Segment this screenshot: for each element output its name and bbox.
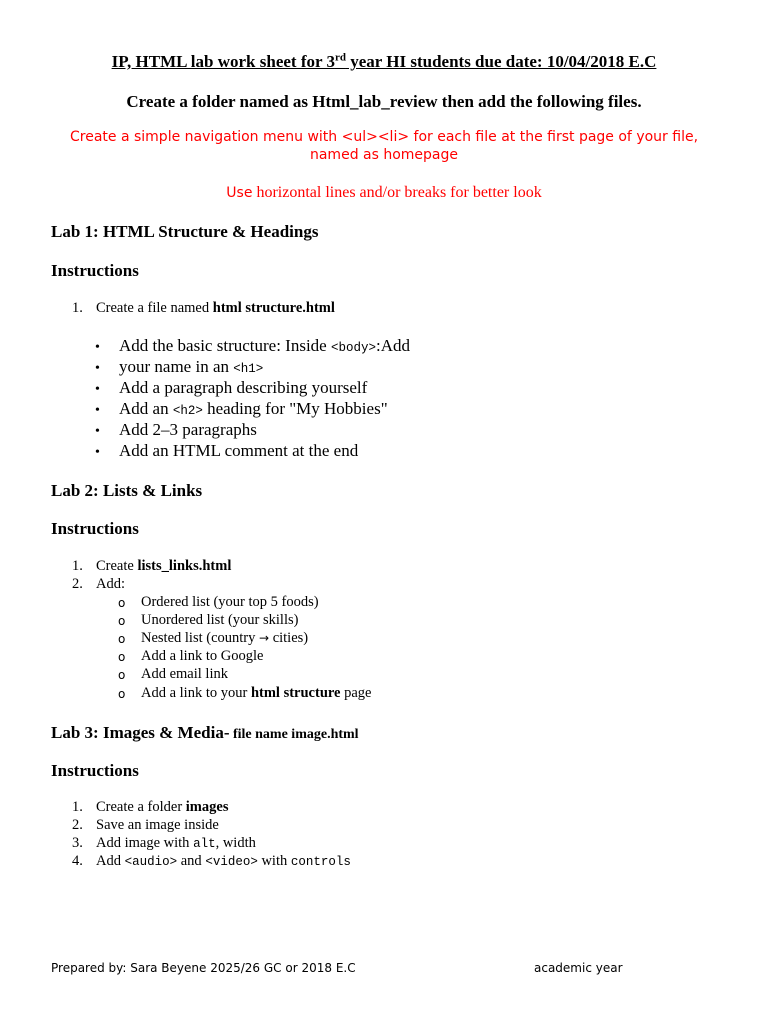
circle-bullet-icon: o <box>118 614 126 628</box>
hr-note: Use horizontal lines and/or breaks for better look <box>226 184 542 201</box>
bullet-icon: • <box>95 382 100 397</box>
lab3-step2: Save an image inside <box>96 817 219 833</box>
lab1-heading: Lab 1: HTML Structure & Headings <box>51 222 319 241</box>
lab1-bullet-2: your name in an <h1> <box>119 357 264 376</box>
nav-note-line-1: Create a simple navigation menu with <ul><li> for each file at the first page of your file, <box>69 129 699 145</box>
circle-bullet-icon: o <box>118 650 126 664</box>
lab1-bullet-3: Add a paragraph describing yourself <box>119 378 368 397</box>
lab3-step4: Add <audio> and <video> with controls <box>96 853 351 869</box>
lab1-bullet-4: Add an <h2> heading for "My Hobbies" <box>119 399 388 418</box>
page-subtitle: Create a folder named as Html_lab_review then add the following files. <box>126 92 642 111</box>
lab2-sub-3: Nested list (country → cities) <box>141 630 309 646</box>
lab2-instructions-heading: Instructions <box>51 519 139 538</box>
lab2-step1: Create lists_links.html <box>96 558 232 574</box>
lab3-instructions-heading: Instructions <box>51 761 139 780</box>
lab2-sub-5: Add email link <box>141 666 228 682</box>
page-title: IP, HTML lab work sheet for 3rd year HI students due date: 10/04/2018 E.C <box>111 51 657 71</box>
bullet-icon: • <box>95 424 100 439</box>
lab1-instructions-heading: Instructions <box>51 261 139 280</box>
lab2-step1-number: 1. <box>72 558 83 574</box>
lab2-sub-6: Add a link to your html structure page <box>141 685 372 701</box>
lab3-step1: Create a folder images <box>96 799 229 815</box>
lab2-sub-4: Add a link to Google <box>141 648 264 664</box>
bullet-icon: • <box>95 445 100 460</box>
lab1-bullet-5: Add 2–3 paragraphs <box>119 420 257 439</box>
lab3-step3-number: 3. <box>72 835 83 851</box>
circle-bullet-icon: o <box>118 668 126 682</box>
lab1-bullet-1: Add the basic structure: Inside <body>:Add <box>119 336 410 355</box>
lab2-sub-1: Ordered list (your top 5 foods) <box>141 594 319 610</box>
lab3-step4-number: 4. <box>72 853 83 869</box>
lab1-bullet-6: Add an HTML comment at the end <box>119 441 359 460</box>
lab3-step1-number: 1. <box>72 799 83 815</box>
nav-note-line-2: named as homepage <box>309 147 459 163</box>
lab1-step1-number: 1. <box>72 300 83 316</box>
lab2-heading: Lab 2: Lists & Links <box>51 481 203 500</box>
footer-academic-year: academic year <box>534 961 623 975</box>
arrow-right-icon: → <box>259 631 270 645</box>
lab3-step2-number: 2. <box>72 817 83 833</box>
lab1-step1: Create a file named html structure.html <box>96 300 335 316</box>
lab2-sub-2: Unordered list (your skills) <box>141 612 299 628</box>
circle-bullet-icon: o <box>118 687 126 701</box>
lab2-step2-number: 2. <box>72 576 83 592</box>
lab3-heading: Lab 3: Images & Media- file name image.html <box>51 723 359 742</box>
bullet-icon: • <box>95 340 100 355</box>
lab3-step3: Add image with alt, width <box>96 835 256 851</box>
footer-prepared-by: Prepared by: Sara Beyene 2025/26 GC or 2018 E.C <box>51 961 356 975</box>
circle-bullet-icon: o <box>118 596 126 610</box>
bullet-icon: • <box>95 361 100 376</box>
bullet-icon: • <box>95 403 100 418</box>
circle-bullet-icon: o <box>118 632 126 646</box>
lab2-step2: Add: <box>96 576 125 592</box>
